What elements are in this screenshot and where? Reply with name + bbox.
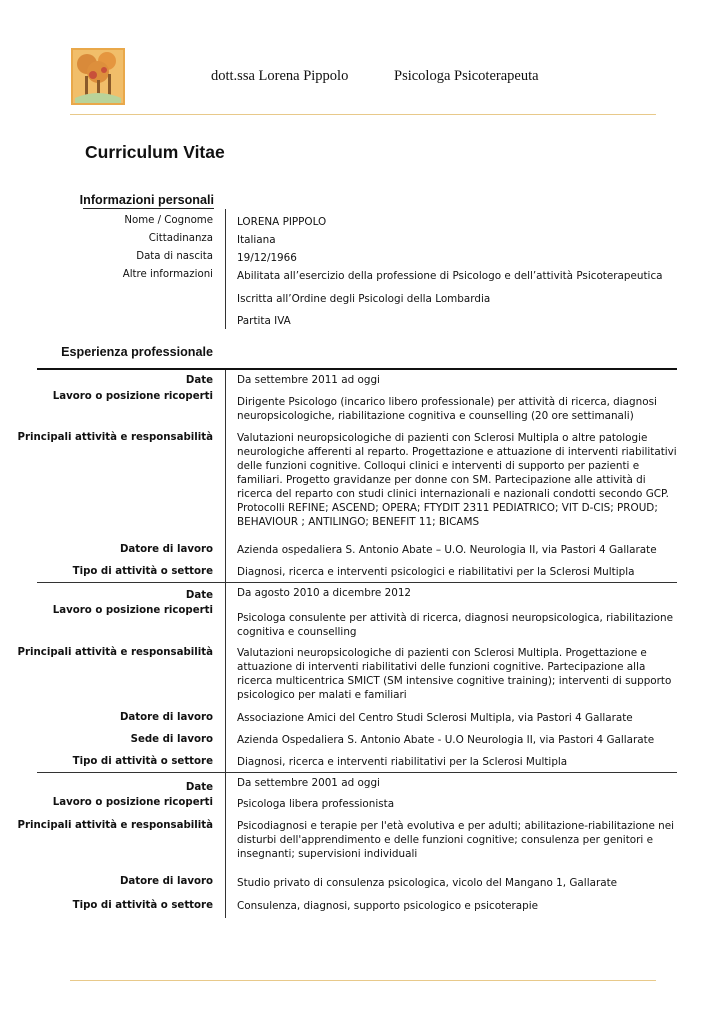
footer-divider xyxy=(70,980,656,981)
entry-2-employer: Associazione Amici del Centro Studi Sclerosi Multipla, via Pastori 4 Gallarate xyxy=(237,712,633,724)
decorative-trees-logo-icon xyxy=(71,48,125,105)
entry-3-employer: Studio privato di consulenza psicologica, vicolo del Mangano 1, Gallarate xyxy=(237,877,618,889)
entry-1-date: Da settembre 2011 ad oggi xyxy=(237,374,380,386)
entry-2-location: Azienda Ospedaliera S. Antonio Abate - U.O Neurologia II, via Pastori 4 Gallarate xyxy=(237,734,655,746)
value-cittadinanza: Italiana xyxy=(237,234,276,246)
value-abilitazione: Abilitata all’esercizio della professione di Psicologo e dell’attività Psicoterapeutica xyxy=(237,270,663,282)
section-heading-experience: Esperienza professionale xyxy=(61,345,213,359)
label-role: Lavoro o posizione ricoperti xyxy=(52,797,213,808)
entry-3-sector: Consulenza, diagnosi, supporto psicologico e psicoterapie xyxy=(237,900,539,912)
label-location: Sede di lavoro xyxy=(130,734,213,745)
entry-2-sector: Diagnosi, ricerca e interventi riabilitativi per la Sclerosi Multipla xyxy=(237,756,568,768)
label-activities: Principali attività e responsabilità xyxy=(17,432,213,443)
section-heading-personal: Informazioni personali xyxy=(79,193,214,207)
entry-1-employer: Azienda ospedaliera S. Antonio Abate – U.O. Neurologia II, via Pastori 4 Gallarate xyxy=(237,544,657,556)
entry-2-date: Da agosto 2010 a dicembre 2012 xyxy=(237,587,412,599)
column-divider xyxy=(225,370,226,918)
label-activities: Principali attività e responsabilità xyxy=(17,647,213,658)
entry-2-role: Psicologa consulente per attività di ricerca, diagnosi neuropsicologica, riabilitazione cognitiva e counselling xyxy=(237,612,674,638)
section-rule xyxy=(37,368,677,370)
entry-divider xyxy=(37,582,677,583)
entry-3-role: Psicologa libera professionista xyxy=(237,798,395,810)
label-nome-cognome: Nome / Cognome xyxy=(124,215,213,226)
label-role: Lavoro o posizione ricoperti xyxy=(52,605,213,616)
label-role: Lavoro o posizione ricoperti xyxy=(52,391,213,402)
label-date: Date xyxy=(185,782,213,793)
entry-divider xyxy=(37,772,677,773)
page-title: Curriculum Vitae xyxy=(85,142,225,162)
label-sector: Tipo di attività o settore xyxy=(72,756,213,767)
entry-1-role: Dirigente Psicologo (incarico libero professionale) per attività di ricerca, diagnosi neuropsicologiche, riabilitazione cognitiva e counselling (20 ore settimanali) xyxy=(237,396,657,422)
label-employer: Datore di lavoro xyxy=(119,876,213,887)
value-iscrizione-ordine: Iscritta all’Ordine degli Psicologi della Lombardia xyxy=(237,293,491,305)
section-underline xyxy=(83,208,214,209)
header-profession: Psicologa Psicoterapeuta xyxy=(394,68,539,84)
label-altre-informazioni: Altre informazioni xyxy=(122,269,213,280)
label-sector: Tipo di attività o settore xyxy=(72,566,213,577)
label-cittadinanza: Cittadinanza xyxy=(148,233,213,244)
entry-3-date: Da settembre 2001 ad oggi xyxy=(237,777,380,789)
label-activities: Principali attività e responsabilità xyxy=(17,820,213,831)
value-data-nascita: 19/12/1966 xyxy=(237,252,297,264)
header-name: dott.ssa Lorena Pippolo xyxy=(211,68,349,84)
entry-1-activities: Valutazioni neuropsicologiche di pazienti con Sclerosi Multipla o altre patologie neurologiche afferenti al reparto. Progettazione e attuazione di interventi riabilitativi delle funzioni cognitive. Colloqui clinici e interventi di supporto per pazienti e familiari. Progetto gravidanze per donne con SM. Partecipazione alle attività di ricerca del reparto con studi clinici internazionali e nazionali condotti secondo GCP. Protocolli REFINE; ASCEND; OPERA; FTYDIT 2311 PEDIATRICO; VIT D-CIS; PROUD; BEHAVIOUR ; ANTILINGO; BENEFIT 11; BICAMS xyxy=(237,432,677,528)
header-divider xyxy=(70,114,656,115)
label-employer: Datore di lavoro xyxy=(119,712,213,723)
entry-1-sector: Diagnosi, ricerca e interventi psicologici e riabilitativi per la Sclerosi Multipla xyxy=(237,566,635,578)
label-employer: Datore di lavoro xyxy=(119,544,213,555)
label-data-nascita: Data di nascita xyxy=(136,251,213,262)
value-partita-iva: Partita IVA xyxy=(237,315,291,327)
column-divider xyxy=(225,209,226,329)
entry-2-activities: Valutazioni neuropsicologiche di pazienti con Sclerosi Multipla. Progettazione e attuazione di interventi riabilitativi delle funzioni cognitive. Partecipazione alla ricerca multicentrica SMICT (SM intensive cognitive training); interventi di supporto psicologico per malati e familiari xyxy=(237,647,672,701)
label-sector: Tipo di attività o settore xyxy=(72,900,213,911)
value-nome-cognome: LORENA PIPPOLO xyxy=(237,216,327,228)
label-date: Date xyxy=(185,590,213,601)
entry-3-activities: Psicodiagnosi e terapie per l'età evolutiva e per adulti; abilitazione-riabilitazione nei disturbi dell'apprendimento e delle funzioni cognitive; consulenza per genitori e insegnanti; supervisioni individuali xyxy=(237,820,675,860)
label-date: Date xyxy=(185,375,213,386)
